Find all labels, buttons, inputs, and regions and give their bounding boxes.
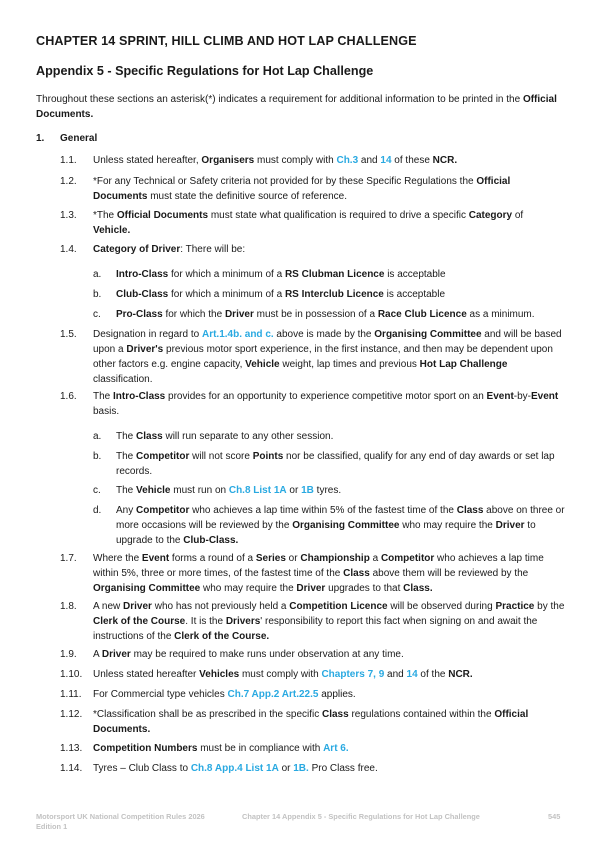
- subitem-letter: b.: [93, 289, 102, 300]
- list-item: Category of Driver: There will be:: [93, 244, 246, 255]
- item-number: 1.2.: [60, 176, 77, 187]
- footer-chapter-title: Chapter 14 Appendix 5 - Specific Regulations for Hot Lap Challenge: [242, 812, 480, 821]
- link-ch7-app2[interactable]: Ch.7 App.2 Art.22.5: [227, 689, 319, 700]
- link-art-1-4[interactable]: Art.1.4b. and c.: [201, 329, 274, 340]
- subitem-letter: c.: [93, 485, 101, 496]
- item-number: 1.14.: [60, 763, 83, 774]
- item-number: 1.4.: [60, 244, 77, 255]
- list-item: The Intro-Class provides for an opportunity to experience competitive motor sport on an Event-by-Event basis.: [93, 391, 559, 417]
- list-item: Any Competitor who achieves a lap time within 5% of the fastest time of the Class above on three or more occasions will be reviewed by the Organising Committee who may require the Driver to upgrade to the Club-Class.: [116, 505, 565, 546]
- chapter-title: CHAPTER 14 SPRINT, HILL CLIMB AND HOT LAP CHALLENGE: [36, 34, 417, 48]
- link-ch3[interactable]: Ch.3: [336, 155, 359, 166]
- list-item: Club-Class for which a minimum of a RS Interclub Licence is acceptable: [116, 289, 446, 300]
- link-ch8-list1a[interactable]: Ch.8 List 1A: [228, 485, 287, 496]
- item-number: 1.1.: [60, 155, 77, 166]
- subitem-letter: a.: [93, 431, 102, 442]
- list-item: *For any Technical or Safety criteria not provided for by these Specific Regulations the Official Documents must state the definitive source of reference.: [93, 176, 511, 202]
- page-number: 545: [548, 812, 561, 821]
- list-item: A Driver may be required to make runs under observation at any time.: [93, 649, 404, 660]
- list-item: The Class will run separate to any other session.: [116, 431, 334, 442]
- list-item: Unless stated hereafter, Organisers must comply with Ch.3 and 14 of these NCR.: [93, 155, 458, 166]
- list-item: *The Official Documents must state what qualification is required to drive a specific Category of Vehicle.: [93, 210, 524, 236]
- list-item: A new Driver who has not previously held a Competition Licence will be observed during Practice by the Clerk of the Course. It is the Drivers' responsibility to report this fact when signing on and await the instructions of the Clerk of the Course.: [93, 601, 565, 642]
- link-ch14[interactable]: 14: [380, 155, 392, 166]
- link-ch8-app4[interactable]: Ch.8 App.4 List 1A: [190, 763, 279, 774]
- list-item: The Vehicle must run on Ch.8 List 1A or 1B tyres.: [116, 485, 342, 496]
- item-number: 1.7.: [60, 553, 77, 564]
- footer-publication: Motorsport UK National Competition Rules 2026 Edition 1: [36, 812, 205, 831]
- link-chapters-7-9[interactable]: Chapters 7, 9: [321, 669, 385, 680]
- link-1b[interactable]: 1B: [301, 485, 314, 496]
- list-item: The Competitor will not score Points nor be classified, qualify for any end of day awards or set lap records.: [116, 451, 555, 477]
- section-title: General: [60, 133, 98, 144]
- link-1b-tyres[interactable]: 1B.: [293, 763, 309, 774]
- item-number: 1.12.: [60, 709, 83, 720]
- link-art-6[interactable]: Art 6.: [323, 743, 349, 754]
- item-number: 1.9.: [60, 649, 77, 660]
- link-14[interactable]: 14: [406, 669, 418, 680]
- list-item: *Classification shall be as prescribed in the specific Class regulations contained within the Official Documents.: [93, 709, 529, 735]
- item-number: 1.5.: [60, 329, 77, 340]
- list-item: Tyres – Club Class to Ch.8 App.4 List 1A or 1B. Pro Class free.: [93, 763, 378, 774]
- section-number: 1.: [36, 133, 45, 144]
- appendix-title: Appendix 5 - Specific Regulations for Hot Lap Challenge: [36, 64, 374, 78]
- list-item: Intro-Class for which a minimum of a RS Clubman Licence is acceptable: [116, 269, 446, 280]
- subitem-letter: b.: [93, 451, 102, 462]
- list-item: Where the Event forms a round of a Series or Championship a Competitor who achieves a lap time within 5%, three or more times, of the fastest time of the Class above them will be reviewed by the Organising Committee who may require the Driver upgrades to that Class.: [93, 553, 544, 594]
- list-item: Competition Numbers must be in compliance with Art 6.: [93, 743, 349, 754]
- intro-paragraph: Throughout these sections an asterisk(*) indicates a requirement for additional information to be printed in the Official Documents.: [36, 94, 557, 120]
- item-number: 1.10.: [60, 669, 83, 680]
- subitem-letter: d.: [93, 505, 102, 516]
- subitem-letter: c.: [93, 309, 101, 320]
- item-number: 1.13.: [60, 743, 83, 754]
- subitem-letter: a.: [93, 269, 102, 280]
- list-item: For Commercial type vehicles Ch.7 App.2 Art.22.5 applies.: [93, 689, 356, 700]
- item-number: 1.3.: [60, 210, 77, 221]
- item-number: 1.8.: [60, 601, 77, 612]
- list-item: Unless stated hereafter Vehicles must comply with Chapters 7, 9 and 14 of the NCR.: [93, 669, 473, 680]
- list-item: Pro-Class for which the Driver must be in possession of a Race Club Licence as a minimum.: [116, 309, 535, 320]
- item-number: 1.11.: [60, 689, 82, 700]
- item-number: 1.6.: [60, 391, 77, 402]
- list-item: Designation in regard to Art.1.4b. and c. above is made by the Organising Committee and will be based upon a Driver's previous motor sport experience, in the first instance, and then may be dependent upon other factors e.g. engine capacity, Vehicle weight, lap times and previous Hot Lap Challenge classification.: [93, 329, 562, 385]
